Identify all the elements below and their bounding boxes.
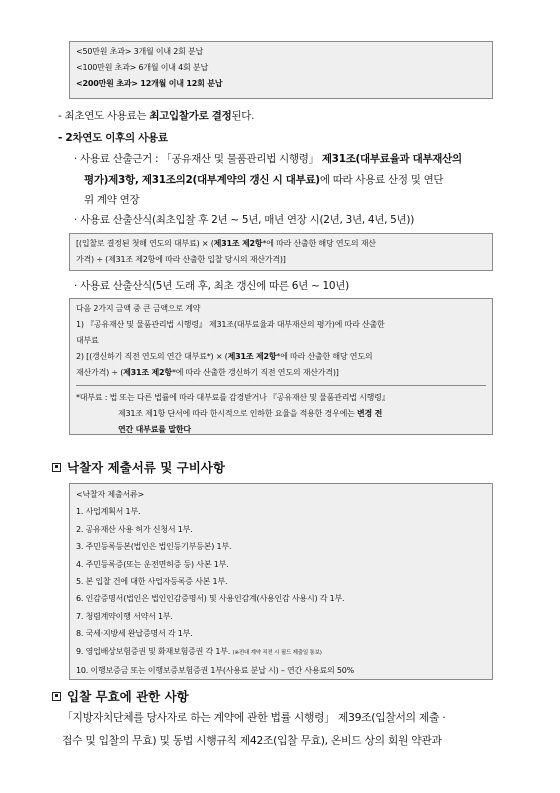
fee-basis-line3: 위 계약 연장 [84,194,140,206]
section-heading-invalid-bid: 입찰 무효에 관한 사항 [52,687,189,705]
square-bullet-icon [52,463,61,472]
square-bullet-icon [52,692,61,701]
invalid-bid-paragraph-line2: 접수 및 입찰의 무효) 및 동법 시행규칙 제42조(입찰 무효), 온비드 상의 회원 약관과 [62,734,442,747]
documents-title: <낙찰자 제출서류> [76,490,145,499]
document-item: 6. 인감증명서(법인은 법인인감증명서) 및 사용인감계(사용인감 사용시) 각 1부. [76,594,345,604]
installment-box [69,41,493,99]
installment-line: <200만원 초과> 12개월 이내 12회 분납 [76,79,223,88]
formula2-box [69,298,493,435]
formula1-title: · 사용료 산출산식(최초입찰 후 2년 ~ 5년, 매년 연장 시(2년, 3년, 4년, 5년)) [74,214,414,226]
formula2-title: · 사용료 산출산식(5년 도래 후, 최초 갱신에 따른 6년 ~ 10년) [74,280,349,292]
box-divider [76,385,486,386]
fee-note-line: 연간 대부료를 말한다 [118,425,191,434]
second-year-title: - 2차연도 이후의 사용료 [58,132,168,144]
document-item: 8. 국세·지방세 완납증명서 각 1부. [76,629,193,639]
document-item: 2. 공유재산 사용 허가 신청서 1부. [76,524,193,534]
document-item: 9. 영업배상보험증권 및 화재보험증권 각 1부. (※전대 계약 직전 시 필드 제출일 통보) [76,646,322,656]
fee-note-line: 제31조 제1항 단서에 따라 한시적으로 인하한 요율을 적용한 경우에는 변경 전 [118,409,383,418]
invalid-bid-paragraph-line1: 「지방자치단체를 당사자로 하는 계약에 관한 법률 시행령」 제39조(입찰서의 제출 · [62,711,446,724]
fee-basis-line2: 평가)제3항, 제31조의2(대부계약의 갱신 시 대부료)에 따라 사용료 산정 및 연단 [84,174,444,186]
section-heading-documents: 낙찰자 제출서류 및 구비사항 [52,458,225,476]
document-item: 5. 본 입찰 건에 대한 사업자등록증 사본 1부. [76,577,228,587]
installment-line: <50만원 초과> 3개월 이내 2회 분납 [76,47,204,56]
documents-box [69,483,493,680]
document-item: 4. 주민등록증(또는 운전면허증 등) 사본 1부. [76,559,229,569]
formula2-line: 2) [(갱신하기 직전 연도의 연간 대부료*) × (제31조 제2항*에 따라 산출한 해당 연도의 [76,352,373,361]
formula1-line: [(입찰로 결정된 첫해 연도의 대부료) × (제31조 제2항*에 따라 산출한 해당 연도의 재산 [76,239,376,248]
formula1-line: 가격) ÷ (제31조 제2항에 따라 산출한 입찰 당시의 재산가격)] [76,255,286,264]
document-item-note: (※전대 계약 직전 시 필드 제출일 통보) [232,649,322,656]
document-item: 7. 청렴계약이행 서약서 1부. [76,611,173,621]
installment-line: <100만원 초과> 6개월 이내 4회 분납 [76,63,208,72]
document-item: 1. 사업계획서 1부. [76,507,141,517]
first-year-fee: - 최초연도 사용료는 최고입찰가로 결정된다. [58,110,255,122]
fee-note-line: *대부료 : 법 또는 다른 법률에 따라 대부료를 감경받거나 『공유재산 및 물품관리법 시행령』 [76,393,390,402]
formula2-line: 대부료 [76,336,99,345]
formula2-line: 다음 2가지 금액 중 큰 금액으로 계약 [76,304,201,313]
formula1-box [69,233,493,271]
formula2-line: 재산가격) ÷ (제31조 제2항*에 따라 산출한 갱신하기 직전 연도의 재산가격)] [76,368,339,377]
formula2-line: 1) 『공유재산 및 물품관리법 시행령』 제31조(대부료율과 대부재산의 평가)에 따라 산출한 [76,320,385,329]
fee-basis-line1: · 사용료 산출근거 : 「공유재산 및 물품관리법 시행령」 제31조(대부료율과 대부재산의 [74,153,462,165]
document-item: 10. 이행보증금 또는 이행보증보험증권 1부(사용료 분납 시) – 연간 사용료의 50% [76,666,355,676]
document-item: 3. 주민등록등본(법인은 법인등기부등본) 1부. [76,542,232,552]
